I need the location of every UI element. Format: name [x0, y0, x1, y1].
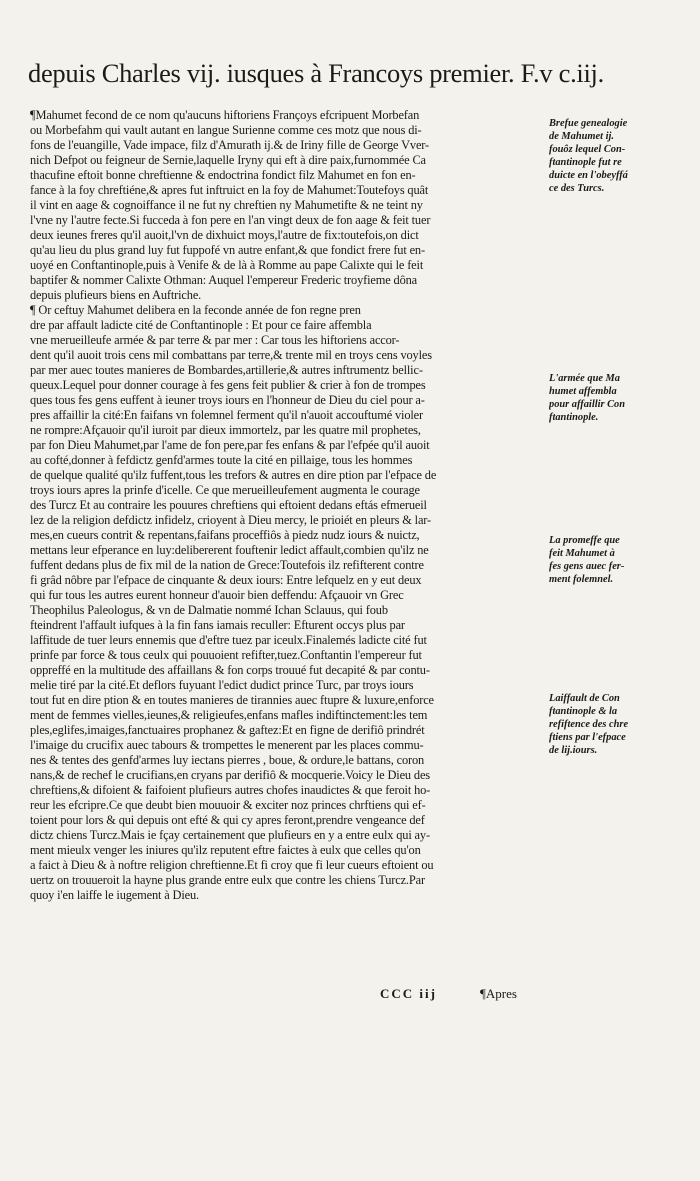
text-line: lez de la religion defdictz infidelz, crioyent à Dieu mercy, le prioiét en pleurs & lar-: [30, 513, 432, 527]
text-line: melie tiré par la cité.Et deflors fuyuant l'edict dudict prince Turc, par troys iours: [30, 678, 414, 692]
text-line: oppreffé en la multitude des affaillans & fon corps trouué fut decapité & par contu-: [30, 663, 430, 677]
text-line: reur les efcripre.Ce que deubt bien mouuoir & exciter noz princes chrftiens qui ef-: [30, 798, 426, 812]
margin-note-line: ment folemnel.: [549, 574, 614, 585]
main-text-block: [30, 108, 542, 903]
margin-note-line: ftantinople fut re: [549, 157, 622, 168]
text-line: uertz on trouueroit la hayne plus grande entre eulx que contre les chiens Turcz.Par: [30, 873, 425, 887]
margin-note-line: ftantinople.: [549, 412, 599, 423]
text-line: Theophilus Paleologus, & vn de Dalmatie nommé Ichan Sclauus, qui foub: [30, 603, 388, 617]
margin-note-line: La promeffe que: [549, 535, 620, 546]
text-line: ment mieulx venger les iniures qu'ilz reputent eftre faictes à eulx que celles qu'on: [30, 843, 421, 857]
text-line: l'imaige du crucifix auec tabours & trompettes le menerent par les places commu-: [30, 738, 424, 752]
text-line: mettans leur efperance en luy:delibererent fouftenir ledict affault,combien qu'ilz ne: [30, 543, 429, 557]
text-line: troys iours apres la prinfe d'icelle. Ce que merueilleufement augmenta le courage: [30, 483, 420, 497]
margin-note-line: fouôz lequel Con-: [549, 144, 626, 155]
text-line: pres affaillir la cité:En faifans vn folemnel ferment qu'il n'auoit accouftumé violer: [30, 408, 423, 422]
text-line: ¶Mahumet fecond de ce nom qu'aucuns hiftoriens Françoys efcripuent Morbefan: [30, 108, 420, 122]
running-head: [28, 58, 668, 89]
text-line: par fon Dieu Mahumet,par l'ame de fon pere,par fes enfans & par l'efpée qu'il auoit: [30, 438, 430, 452]
text-line: uoyé en Conftantinople,puis à Venife & de là à Romme au pape Calixte qui le feit: [30, 258, 424, 272]
text-line: a faict à Dieu & à noftre religion chreftienne.Et fi croy que fi leur cueurs eftoient ou: [30, 858, 434, 872]
margin-note-line: duicte en l'obeyffá: [549, 170, 628, 181]
text-line: queux.Lequel pour donner courage à fes gens feit publier & crier à fon de trompes: [30, 378, 426, 392]
margin-note-line: refiftence des chre: [549, 719, 629, 730]
text-line: thacufine eftoit bonne chreftienne & endoctrina fondict filz Mahumet en fon en-: [30, 168, 416, 182]
text-line: toient pour lors & qui depuis ont efté & qui cy apres feront,prendre vengeance def: [30, 813, 425, 827]
text-line: dent qu'il auoit trois cens mil combattans par terre,& trente mil en troys cens voyles: [30, 348, 432, 362]
text-line: par mer auec toutes manieres de Bombardes,artillerie,& autres inftrumentz bellic-: [30, 363, 423, 377]
margin-note-line: humet affembla: [549, 386, 617, 397]
text-line: ne rompre:Afçauoir qu'il iuroit par dieux immortelz, par les quatre mil prophetes,: [30, 423, 421, 437]
margin-note-line: de lij.iours.: [549, 745, 598, 756]
text-line: nich Defpot ou feigneur de Sernie,laquelle Iryny qui eft à dire paix,furnommée Ca: [30, 153, 426, 167]
margin-note-line: ce des Turcs.: [549, 183, 605, 194]
margin-note: [549, 534, 673, 586]
text-line: qui fur tous les autres eurent honneur d'auoir bien deffendu: Afçauoir vn Grec: [30, 588, 404, 602]
text-line: ¶ Or ceftuy Mahumet delibera en la feconde année de fon regne pren: [30, 303, 361, 317]
page-footer: [380, 986, 580, 1002]
text-line: fteindrent l'affault iufques à la fin fans iamais reculler: Efturent occys plus par: [30, 618, 405, 632]
text-line: dre par affault ladicte cité de Conftantinople : Et pour ce faire affembla: [30, 318, 372, 332]
text-line: quoy i'en laiffe le iugement à Dieu.: [30, 888, 199, 902]
margin-note-line: pour affaillir Con: [549, 399, 626, 410]
margin-note: [549, 692, 673, 757]
text-line: fance à la foy chreftiéne,& apres fut inftruict en la foy de Mahumet:Toutefoys quât: [30, 183, 429, 197]
signature-mark: CCC iij: [380, 986, 437, 1001]
margin-note: [549, 372, 673, 424]
text-line: mes,en cueurs contrit & repentans,faifans proceffiôs à piedz nudz iours & nuictz,: [30, 528, 420, 542]
text-line: vne merueilleufe armée & par terre & par mer : Car tous les hiftoriens accor-: [30, 333, 400, 347]
text-line: baptifer & nommer Calixte Othman: Auquel l'empereur Frederic troyfieme dôna: [30, 273, 418, 287]
text-line: des Turcz Et au contraire les pouures chreftiens qui eftoient dedans eftás efmerueil: [30, 498, 427, 512]
margin-note-line: L'armée que Ma: [549, 373, 620, 384]
margin-note-line: feit Mahumet à: [549, 548, 615, 559]
text-line: nes & tentes des genfd'armes luy iectans pierres , boue, & ordure,le battans, coron: [30, 753, 425, 767]
margin-note-line: de Mahumet ij.: [549, 131, 614, 142]
text-line: nans,& de rechef le crucifians,en cryans par derifiô & mocquerie.Voicy le Dieu des: [30, 768, 430, 782]
margin-note-line: Brefue genealogie: [549, 118, 628, 129]
margin-note-line: ftiens par l'efpace: [549, 732, 626, 743]
catchword: ¶Apres: [480, 986, 517, 1001]
text-line: fuffent dedans plus de fix mil de la nation de Grece:Toutefois ilz refifterent contre: [30, 558, 424, 572]
text-line: fi grâd nôbre par l'efpace de cinquante & deux iours: Entre lefquelz en y eut deux: [30, 573, 422, 587]
margin-note-line: Laiffault de Con: [549, 693, 620, 704]
text-line: prinfe par force & tous ceulx qui pouuoient refifter,tuez.Conftantin l'empereur fut: [30, 648, 422, 662]
text-line: laffitude de tuer leurs ennemis que d'eftre tuez par iceulx.Finalemés ladicte cité fut: [30, 633, 427, 647]
text-line: ment de femmes vielles,ieunes,& religieufes,enfans mafles indiftinctement:les tem: [30, 708, 428, 722]
text-line: deux ieunes freres qu'il auoit,l'vn de dixhuict moys,l'autre de fix:toutefois,on dict: [30, 228, 419, 242]
text-line: qu'au lieu du plus grand luy fut fuppofé vn autre enfant,& que fondict frere fut en-: [30, 243, 425, 257]
text-line: ou Morbefahm qui vault autant en langue Surienne comme ces motz que nous di-: [30, 123, 422, 137]
text-line: il vint en aage & cognoiffance il ne fut ny chreftien ny Mahumetifte & ne teint ny: [30, 198, 423, 212]
running-title: depuis Charles vij. iusques à Francoys premier. F.v c.iij.: [28, 58, 604, 88]
text-line: fons de l'euangille, Vade impace, filz d'Amurath ij.& de Iriny fille de George Vver-: [30, 138, 430, 152]
text-line: chreftiens,& difoient & faifoient plufieurs autres chofes inaudictes & que feroit ho-: [30, 783, 431, 797]
text-line: ques tous fes gens euffent à ieuner troys iours en l'honneur de Dieu du ciel pour a-: [30, 393, 425, 407]
text-line: l'vne ny l'autre fecte.Si fucceda à fon pere en l'an vingt deux de fon aage & feit tuer: [30, 213, 431, 227]
text-line: tout fut en dire ption & en toutes manieres de tirannies auec ftupre & luxure,enforce: [30, 693, 434, 707]
margin-note-line: fes gens auec fer-: [549, 561, 625, 572]
text-line: dictz chiens Turcz.Mais ie fçay certainement que plufieurs en y a entre eulx qui ay-: [30, 828, 430, 842]
text-line: au cofté,donner à fefdictz genfd'armes toute la cité en pillaige, tous les hommes: [30, 453, 413, 467]
text-line: de quelque qualité qu'ilz fuffent,tous les trefors & autres en dire ption par l'efpace de: [30, 468, 437, 482]
text-line: depuis plufieurs biens en Auftriche.: [30, 288, 202, 302]
margin-note: [549, 117, 673, 195]
margin-note-line: ftantinople & la: [549, 706, 618, 717]
text-line: ples,eglifes,imaiges,fanctuaires prophanez & gaftez:Et en figne de derifiô prindrét: [30, 723, 425, 737]
